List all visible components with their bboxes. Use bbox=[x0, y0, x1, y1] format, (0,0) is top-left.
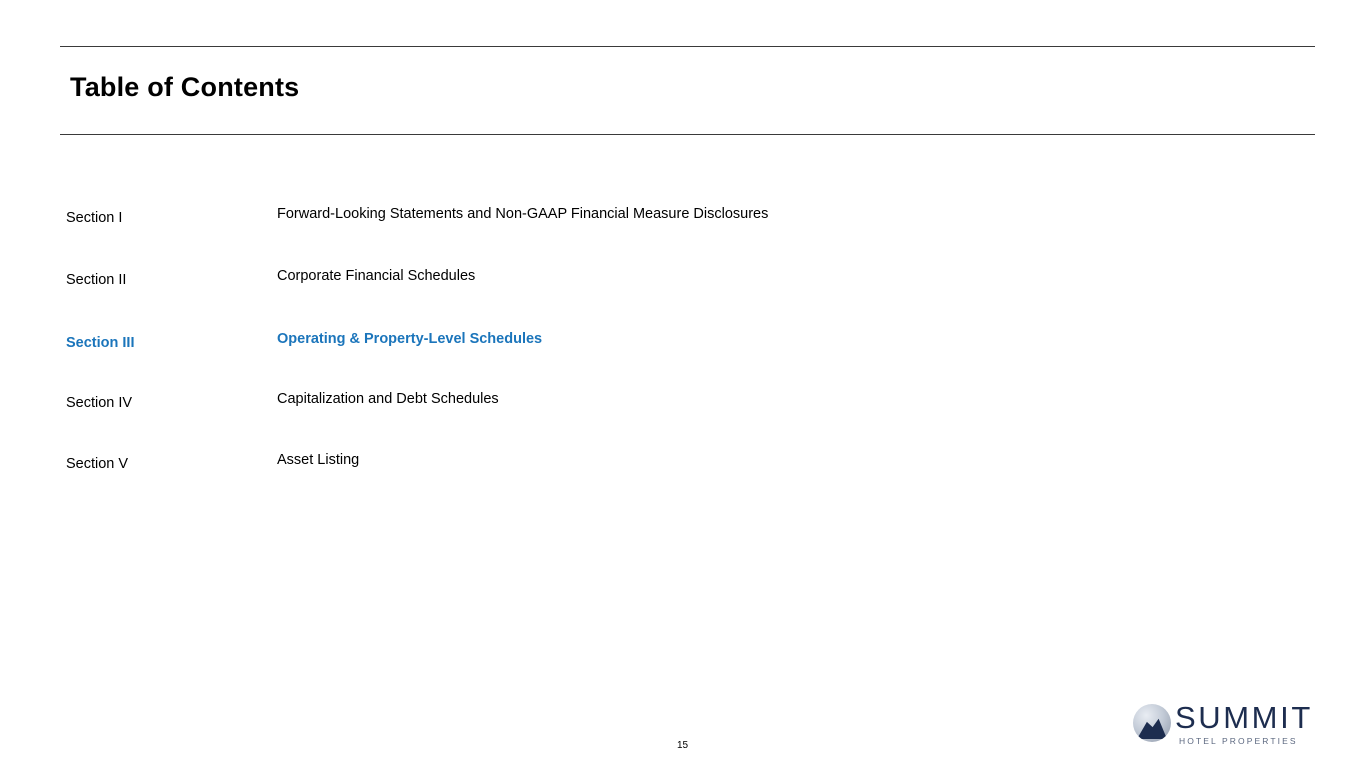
toc-section-title: Capitalization and Debt Schedules bbox=[277, 390, 499, 407]
toc-row-active[interactable] bbox=[0, 319, 1365, 381]
table-of-contents bbox=[0, 196, 1365, 504]
company-logo bbox=[1133, 700, 1313, 752]
toc-row[interactable] bbox=[0, 381, 1365, 443]
logo-tagline: HOTEL PROPERTIES bbox=[1179, 736, 1298, 746]
toc-section-number: Section IV bbox=[66, 394, 133, 411]
toc-section-number: Section II bbox=[66, 271, 127, 288]
header-top-divider bbox=[60, 46, 1315, 47]
page-number: 15 bbox=[676, 740, 689, 751]
toc-row[interactable] bbox=[0, 258, 1365, 320]
toc-section-title: Asset Listing bbox=[277, 452, 360, 468]
header-bottom-divider bbox=[60, 134, 1315, 135]
toc-row[interactable] bbox=[0, 442, 1365, 504]
toc-section-title: Corporate Financial Schedules bbox=[277, 267, 476, 284]
toc-section-number: Section III bbox=[66, 335, 135, 351]
page-title: Table of Contents bbox=[70, 72, 300, 102]
toc-section-number: Section I bbox=[66, 210, 123, 226]
toc-section-title: Forward-Looking Statements and Non-GAAP Financial Measure Disclosures bbox=[277, 206, 769, 222]
toc-section-number: Section V bbox=[66, 456, 129, 472]
mountain-peak-icon bbox=[1133, 704, 1171, 742]
toc-section-title: Operating & Property-Level Schedules bbox=[277, 331, 543, 347]
toc-row[interactable] bbox=[0, 196, 1365, 258]
logo-wordmark: SUMMIT bbox=[1175, 700, 1313, 735]
